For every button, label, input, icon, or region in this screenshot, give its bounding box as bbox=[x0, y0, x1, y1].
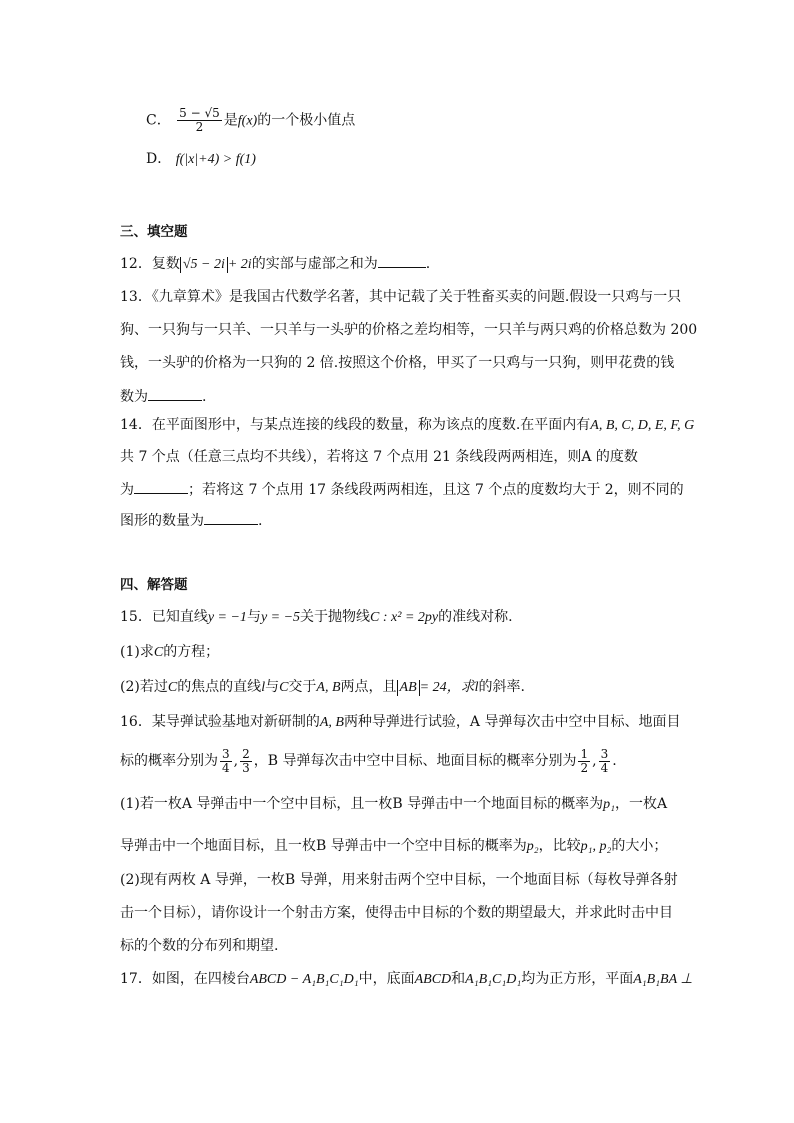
option-d bbox=[146, 149, 256, 170]
math-expr: p₁ bbox=[603, 797, 616, 812]
question-text: 中，底面 bbox=[358, 971, 415, 987]
math-expr: A, B, C, D, E, F, G bbox=[590, 418, 695, 433]
math-expr: l bbox=[474, 680, 479, 695]
question-text: 数为 bbox=[120, 389, 148, 405]
math-expr: ABCD − A₁B₁C₁D₁ bbox=[249, 972, 359, 987]
question-text: 与 bbox=[246, 609, 261, 625]
abs-expr bbox=[180, 257, 228, 273]
question-17 bbox=[120, 969, 693, 990]
question-12 bbox=[120, 253, 430, 275]
question-text: 12．复数 bbox=[120, 256, 180, 272]
option-text: 是 bbox=[223, 112, 238, 129]
math-expr: A₁B₁BA ⊥ bbox=[633, 972, 693, 987]
math-expr: f(x) bbox=[237, 113, 258, 129]
math-expr: C bbox=[167, 680, 178, 695]
math-expr: C bbox=[279, 680, 289, 695]
question-text: 17．如图，在四棱台 bbox=[120, 971, 250, 987]
fraction bbox=[220, 748, 232, 775]
question-text: 14．在平面图形中，与某点连接的线段的数量，称为该点的度数.在平面内有 bbox=[120, 417, 591, 433]
math-expr: y = −1 bbox=[207, 610, 247, 625]
fraction-numerator: 2 bbox=[242, 746, 250, 761]
math-expr: l bbox=[261, 680, 266, 695]
question-15 bbox=[120, 607, 513, 628]
question-15-part-1 bbox=[120, 642, 219, 663]
math-expr: + 2i bbox=[227, 257, 252, 272]
question-text: 图形的数量为 bbox=[120, 513, 204, 529]
question-text: 导弹击中一个地面目标，且一枚B 导弹击中一个空中目标的概率为 bbox=[120, 838, 527, 854]
math-expr: A₁B₁C₁D₁ bbox=[465, 972, 522, 987]
math-expr: y = −5 bbox=[260, 610, 301, 625]
fraction-denominator: 3 bbox=[242, 760, 250, 775]
question-15-part-2 bbox=[120, 677, 525, 698]
fraction-denominator: 2 bbox=[580, 760, 589, 775]
question-text: ，比较 bbox=[538, 838, 581, 854]
fraction bbox=[599, 748, 611, 775]
question-text: 与 bbox=[265, 679, 280, 695]
question-text: 15．已知直线 bbox=[120, 609, 208, 625]
question-text: 的准线对称. bbox=[438, 609, 513, 625]
option-label: C． bbox=[146, 112, 171, 129]
question-text: 的斜率. bbox=[478, 679, 525, 695]
fraction-numerator: 5 − √5 bbox=[179, 106, 220, 120]
option-label: D． bbox=[146, 151, 172, 167]
punct: . bbox=[425, 256, 431, 272]
question-text: (1)若一枚A 导弹击中一个空中目标，且一枚B 导弹击中一个地面目标的概率为 bbox=[120, 796, 604, 812]
question-13-line: 13．《九章算术》是我国古代数学名著，其中记载了关于牲畜买卖的问题.假设一只鸡与一只 bbox=[120, 289, 682, 305]
option-c bbox=[146, 107, 355, 134]
math-expr: p₂ bbox=[526, 839, 539, 854]
question-text: 交于 bbox=[288, 679, 317, 695]
math-expr: C : x² = 2py bbox=[370, 610, 439, 625]
fraction-numerator: 3 bbox=[222, 746, 230, 761]
question-text: 关于抛物线 bbox=[300, 609, 371, 625]
math-expr: C bbox=[153, 645, 164, 660]
fraction-numerator: 3 bbox=[600, 746, 609, 761]
abs-expr bbox=[397, 680, 420, 696]
math-expr: f(|x|+4) > f(1) bbox=[175, 152, 256, 167]
punct: . bbox=[202, 389, 207, 405]
question-16-part-1 bbox=[120, 794, 667, 815]
fraction-denominator: 4 bbox=[222, 760, 230, 775]
question-16-line bbox=[120, 712, 681, 733]
answer-blank bbox=[148, 386, 202, 401]
fraction-denominator: 4 bbox=[600, 760, 609, 775]
question-16-part-2: (2)现有两枚 A 导弹，一枚B 导弹，用来射击两个空中目标，一个地面目标（每枚导弹各射 bbox=[120, 872, 678, 888]
question-14-line: 共 7 个点（任意三点均不共线），若将这 7 个点用 21 条线段两两相连，则A 的度数 bbox=[120, 449, 638, 465]
question-14-line bbox=[120, 510, 262, 531]
answer-blank bbox=[378, 253, 426, 268]
answer-blank bbox=[204, 510, 258, 525]
question-13-line: 钱，一头驴的价格为一只狗的 2 倍.按照这个价格，甲买了一只鸡与一只狗，则甲花费的钱 bbox=[120, 355, 675, 371]
question-16-part-1 bbox=[120, 836, 667, 857]
question-text: 和 bbox=[451, 971, 466, 987]
question-text: ，一枚A bbox=[615, 796, 668, 812]
question-text: (1)求 bbox=[120, 644, 154, 660]
fraction-numerator: 1 bbox=[580, 746, 589, 761]
fraction bbox=[240, 748, 252, 775]
fraction bbox=[177, 107, 222, 134]
question-text: 的方程； bbox=[163, 644, 220, 660]
math-expr: A, B bbox=[319, 715, 344, 730]
question-text: 均为正方形，平面 bbox=[521, 971, 634, 987]
question-text: 标的概率分别为 bbox=[120, 753, 218, 769]
fraction-denominator: 2 bbox=[195, 120, 204, 134]
question-16-part-2: 击一个目标），请你设计一个射击方案，使得击中目标的个数的期望最大，并求此时击中目 bbox=[120, 905, 673, 921]
question-text: ，B 导弹每次击中空中目标、地面目标的概率分别为 bbox=[253, 753, 577, 769]
question-text: 两点，且 bbox=[340, 679, 397, 695]
question-text: (2)若过 bbox=[120, 679, 168, 695]
question-16-line: 标的概率分别为 $\frac{3}{4}$ , $\frac{2}{3}$ ，B 导弹每次击中空中目标、地面目标的概率分别为 $\frac{1}{2}$ , $\frac{3}{4}$ . bbox=[120, 746, 617, 775]
answer-blank bbox=[134, 479, 188, 494]
section-title: 四、解答题 bbox=[120, 577, 188, 593]
question-text: 的焦点的直线 bbox=[177, 679, 262, 695]
question-text: 两种导弹进行试验，A 导弹每次击中空中目标、地面目 bbox=[343, 714, 681, 730]
question-13-line: 狗、一只狗与一只羊、一只羊与一头驴的价格之差均相等，一只羊与两只鸡的价格总数为 200 bbox=[120, 322, 698, 338]
abs-content: AB bbox=[399, 680, 417, 695]
math-expr: ABCD bbox=[414, 972, 452, 987]
abs-content: √5 − 2i bbox=[182, 257, 225, 272]
question-13-line bbox=[120, 386, 206, 407]
question-14-line bbox=[120, 479, 684, 500]
question-text: 16．某导弹试验基地对新研制的 bbox=[120, 714, 320, 730]
question-text: 为 bbox=[120, 482, 134, 498]
question-text: ；若将这 7 个点用 17 条线段两两相连，且这 7 个点的度数均大于 2，则不同的 bbox=[188, 482, 684, 498]
question-14-line bbox=[120, 415, 694, 436]
question-16-part-2: 标的个数的分布列和期望. bbox=[120, 938, 279, 954]
question-text: 的大小； bbox=[611, 838, 668, 854]
fraction bbox=[578, 748, 590, 775]
question-text: 的实部与虚部之和为 bbox=[251, 256, 378, 272]
math-expr: p₁, p₂ bbox=[580, 839, 612, 854]
math-expr: A, B bbox=[316, 680, 341, 695]
math-expr: = 24，求 bbox=[419, 680, 475, 695]
section-title: 三、填空题 bbox=[120, 224, 188, 240]
option-text: 的一个极小值点 bbox=[257, 112, 356, 129]
punct: . bbox=[258, 513, 263, 529]
